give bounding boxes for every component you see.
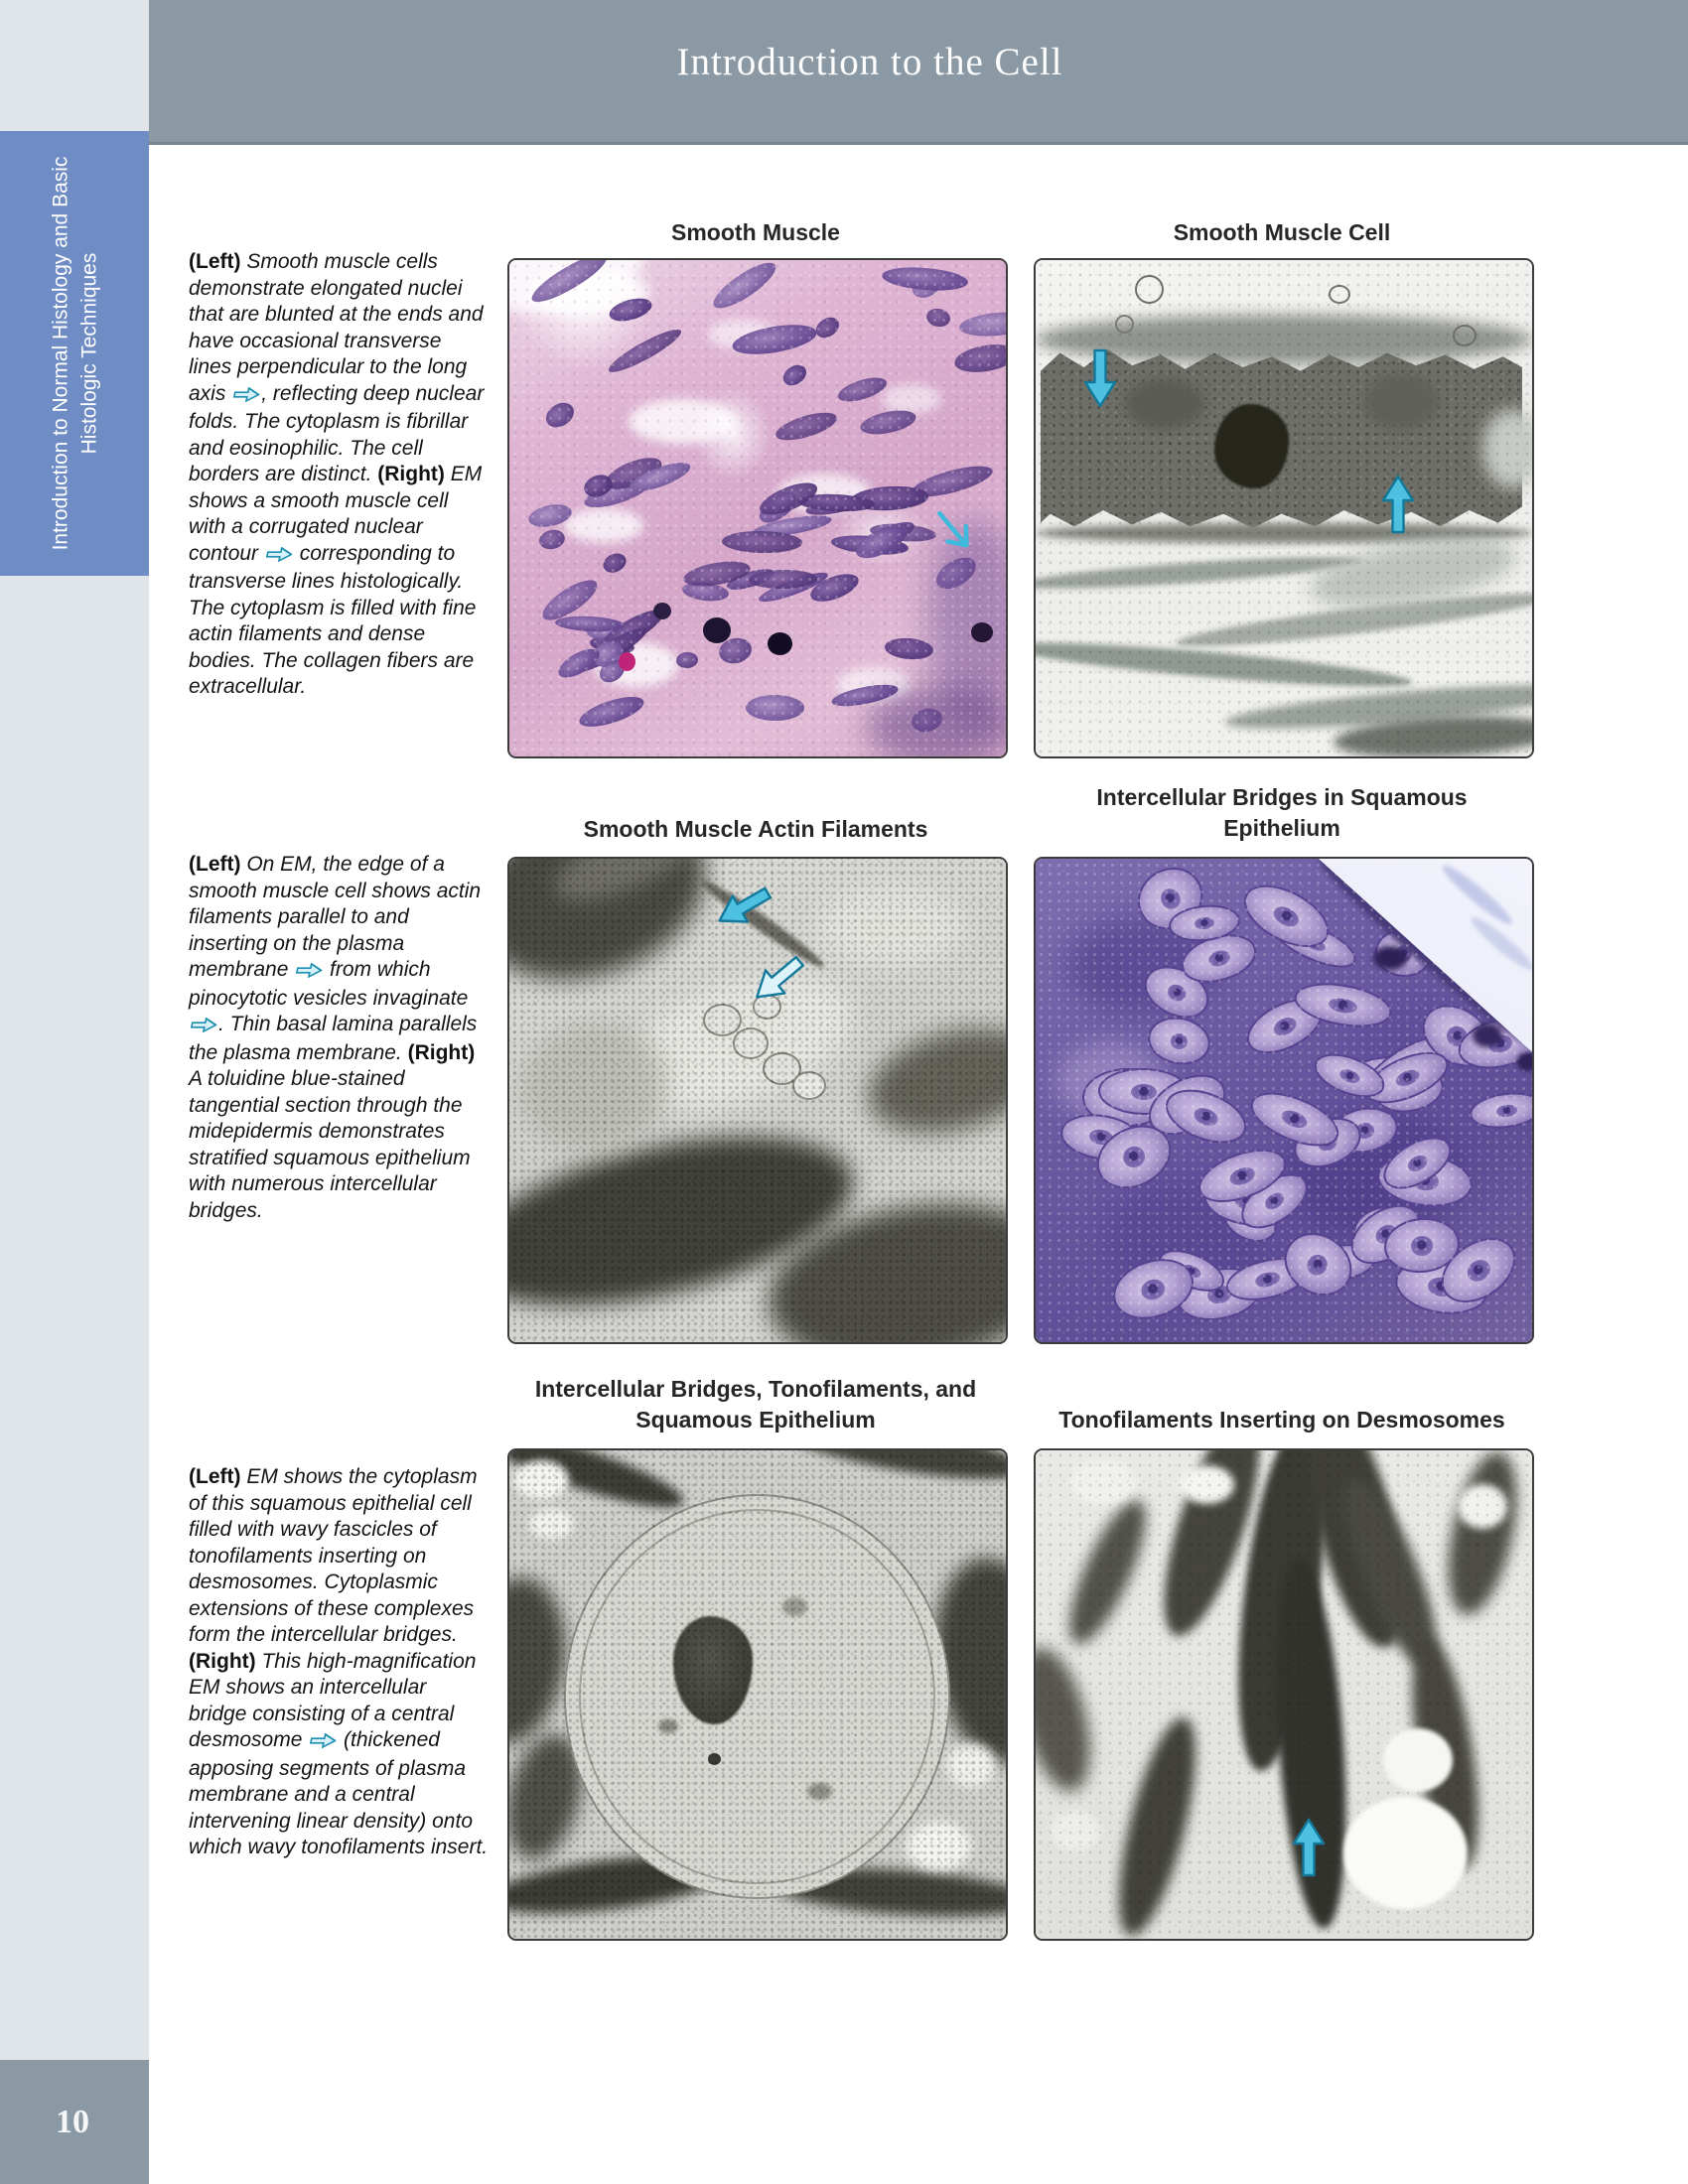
cell-nucleus [1194,916,1214,930]
cell-nucleus [952,341,1008,376]
texture-blob [529,1509,574,1539]
figure-caption: Smooth Muscle Actin Filaments [583,816,928,842]
texture-blob [703,617,731,643]
texture-blob [1482,409,1534,488]
cell-nucleus [1272,1015,1300,1039]
texture-blob [907,1822,971,1870]
cell-nucleus [1393,1067,1422,1090]
texture-blob [1051,1812,1100,1850]
cell-nucleus [779,361,810,390]
cell-nucleus [1304,1251,1332,1280]
texture-blob [1383,1728,1453,1792]
cell-nucleus [537,528,566,552]
texture-blob [882,384,941,414]
cell-nucleus [1279,1108,1309,1132]
micrograph-squamous-epithelium [1036,859,1532,1342]
texture-blob [766,1448,1008,1492]
texture-blob [579,1509,935,1884]
cell-nucleus [1165,981,1190,1004]
micrograph-actin-filaments [509,859,1006,1342]
texture-blob [733,1027,769,1058]
texture-blob [817,887,966,965]
texture-blob [1473,1024,1502,1047]
annotation-arrow-icon [1080,347,1120,411]
texture-blob [946,1743,996,1787]
cell-nucleus [835,373,889,407]
figure-caption: Intercellular Bridges in Squamous Epithelium [1096,784,1468,841]
cell-nucleus [881,264,968,293]
figure-description: (Left) EM shows the cytoplasm of this squamous epithelial cell filled with wavy fascicles of tonofilaments inserting on desmosomes. Cytoplasmic extensions of these complexes form the intercellular bridges. (Right) This high-magnification EM shows an intercellular bridge consisting of a central desmosome (thickened apposing segments of plasma membrane and a central intervening linear density) onto which wavy tonofilaments insert. [189,1465,489,1858]
cell-nucleus [1495,1104,1517,1118]
texture-blob [1458,1484,1507,1528]
section-tab [0,131,149,576]
left-margin [0,576,149,2060]
page-number: 10 [56,2104,89,2140]
micrograph-smooth-muscle [509,260,1006,756]
cell-nucleus [858,407,917,440]
cell-nucleus [1227,1164,1257,1188]
inline-arrow-icon [293,959,325,986]
texture-blob [1070,1460,1135,1504]
cell-nucleus [884,636,933,661]
texture-blob [629,399,738,444]
cell-nucleus [600,550,630,577]
texture-blob [1180,1465,1234,1504]
cell-nucleus [1139,1276,1168,1302]
texture-blob [1373,946,1408,970]
section-tab-line2: Histologic Techniques [77,252,101,455]
cell-nucleus [1464,1257,1493,1286]
cell-nucleus [1262,1190,1288,1214]
texture-blob [971,622,993,642]
texture-blob [619,652,635,671]
inline-arrow-icon [307,1729,339,1756]
section-tab-text [46,157,103,551]
texture-blob [1453,325,1477,346]
cell-nucleus [577,691,647,733]
figure-frame [1034,258,1534,758]
texture-blob [514,1460,569,1499]
figure-frame [1034,1448,1534,1941]
left-margin-top [0,0,149,131]
cell-nucleus [541,398,579,433]
micrograph-tonofilaments-desmosomes [1036,1450,1532,1939]
texture-blob [807,1783,832,1800]
texture-blob [1517,1052,1534,1071]
texture-blob [1363,374,1438,429]
cell-nucleus [1254,1271,1281,1290]
texture-blob [708,1753,721,1765]
figure-description: (Left) On EM, the edge of a smooth muscle cell shows actin filaments parallel to and inserting on the plasma membrane from which pinocytotic vesicles invaginate . Thin basal lamina parallels the plasma membrane. (Right) A toluidine blue-stained tangential section through the midepidermis demonstrates stratified squamous epithelium with numerous intercellular bridges. [189,853,482,1222]
cell-nucleus [605,324,684,378]
cell-nucleus [1411,1235,1434,1256]
texture-blob [1034,1641,1102,1798]
figure-caption: Intercellular Bridges, Tonofilaments, and Squamous Epithelium [534,1376,977,1433]
page-title: Introduction to the Cell [676,41,1063,83]
section-tab-line1: Introduction to Normal Histology and Basic [49,156,72,551]
figure-caption: Smooth Muscle Cell [1173,219,1391,245]
figure-frame [507,857,1008,1344]
texture-blob [792,1071,826,1099]
texture-blob [1329,285,1350,304]
cell-nucleus [1119,1144,1148,1172]
texture-blob [1103,1710,1210,1941]
cell-nucleus [1131,1084,1158,1101]
micrograph-smooth-muscle-cell [1036,260,1532,756]
inline-arrow-icon [230,383,262,410]
figure-description: (Left) Smooth muscle cells demonstrate elongated nuclei that are blunted at the ends and have occasional transverse lines perpendicular to the long axis , reflecting deep nuclear folds. The cytoplasm is fibrillar and eosinophilic. The cell borders are distinct. (Right) EM shows a smooth muscle cell with a corrugated nuclear contour corresponding to transverse lines histologically. The cytoplasm is filled with fine actin filaments and dense bodies. The collagen fibers are extracellular. [189,250,485,698]
texture-blob [1436,1448,1528,1621]
figure-caption: Tonofilaments Inserting on Desmosomes [1058,1407,1505,1433]
cell-nucleus [1170,1031,1191,1050]
annotation-arrow-icon [1289,1815,1329,1878]
texture-blob [782,1597,807,1617]
epithelial-cell [1272,1221,1363,1308]
cell-nucleus [1191,1105,1219,1129]
texture-blob [1125,379,1204,429]
cell-nucleus [722,531,802,555]
cell-nucleus [1158,885,1185,912]
chapter-header-bar [149,0,1688,145]
texture-blob [653,603,671,619]
texture-blob [768,632,792,655]
cell-nucleus [1337,1067,1361,1086]
cell-nucleus [1405,1153,1431,1175]
cell-nucleus [773,407,840,446]
texture-blob [1055,1492,1160,1653]
cell-nucleus [707,258,780,316]
texture-blob [1343,1797,1468,1909]
cell-nucleus [746,695,804,721]
cell-nucleus [812,314,843,342]
texture-blob [1115,315,1134,334]
cell-nucleus [925,306,953,329]
epithelial-cell [1469,1089,1534,1133]
inline-arrow-icon [188,1014,219,1040]
cell-nucleus [675,651,698,668]
micrograph-intercellular-bridges [509,1450,1006,1939]
cell-nucleus [1270,902,1302,930]
inline-arrow-icon [263,543,295,570]
texture-blob [564,508,643,543]
cell-nucleus [1328,997,1358,1016]
figure-frame [507,1448,1008,1941]
texture-blob [867,687,1008,758]
texture-blob [858,1013,1008,1150]
figure-frame [507,258,1008,758]
figure-caption: Smooth Muscle [671,219,840,245]
texture-blob [1214,404,1289,488]
cell-nucleus [958,309,1008,340]
cell-nucleus [1206,948,1231,969]
annotation-arrow-icon [1378,472,1418,535]
page-number-block [0,2060,149,2184]
texture-blob [1135,275,1164,304]
figure-frame [1034,857,1534,1344]
